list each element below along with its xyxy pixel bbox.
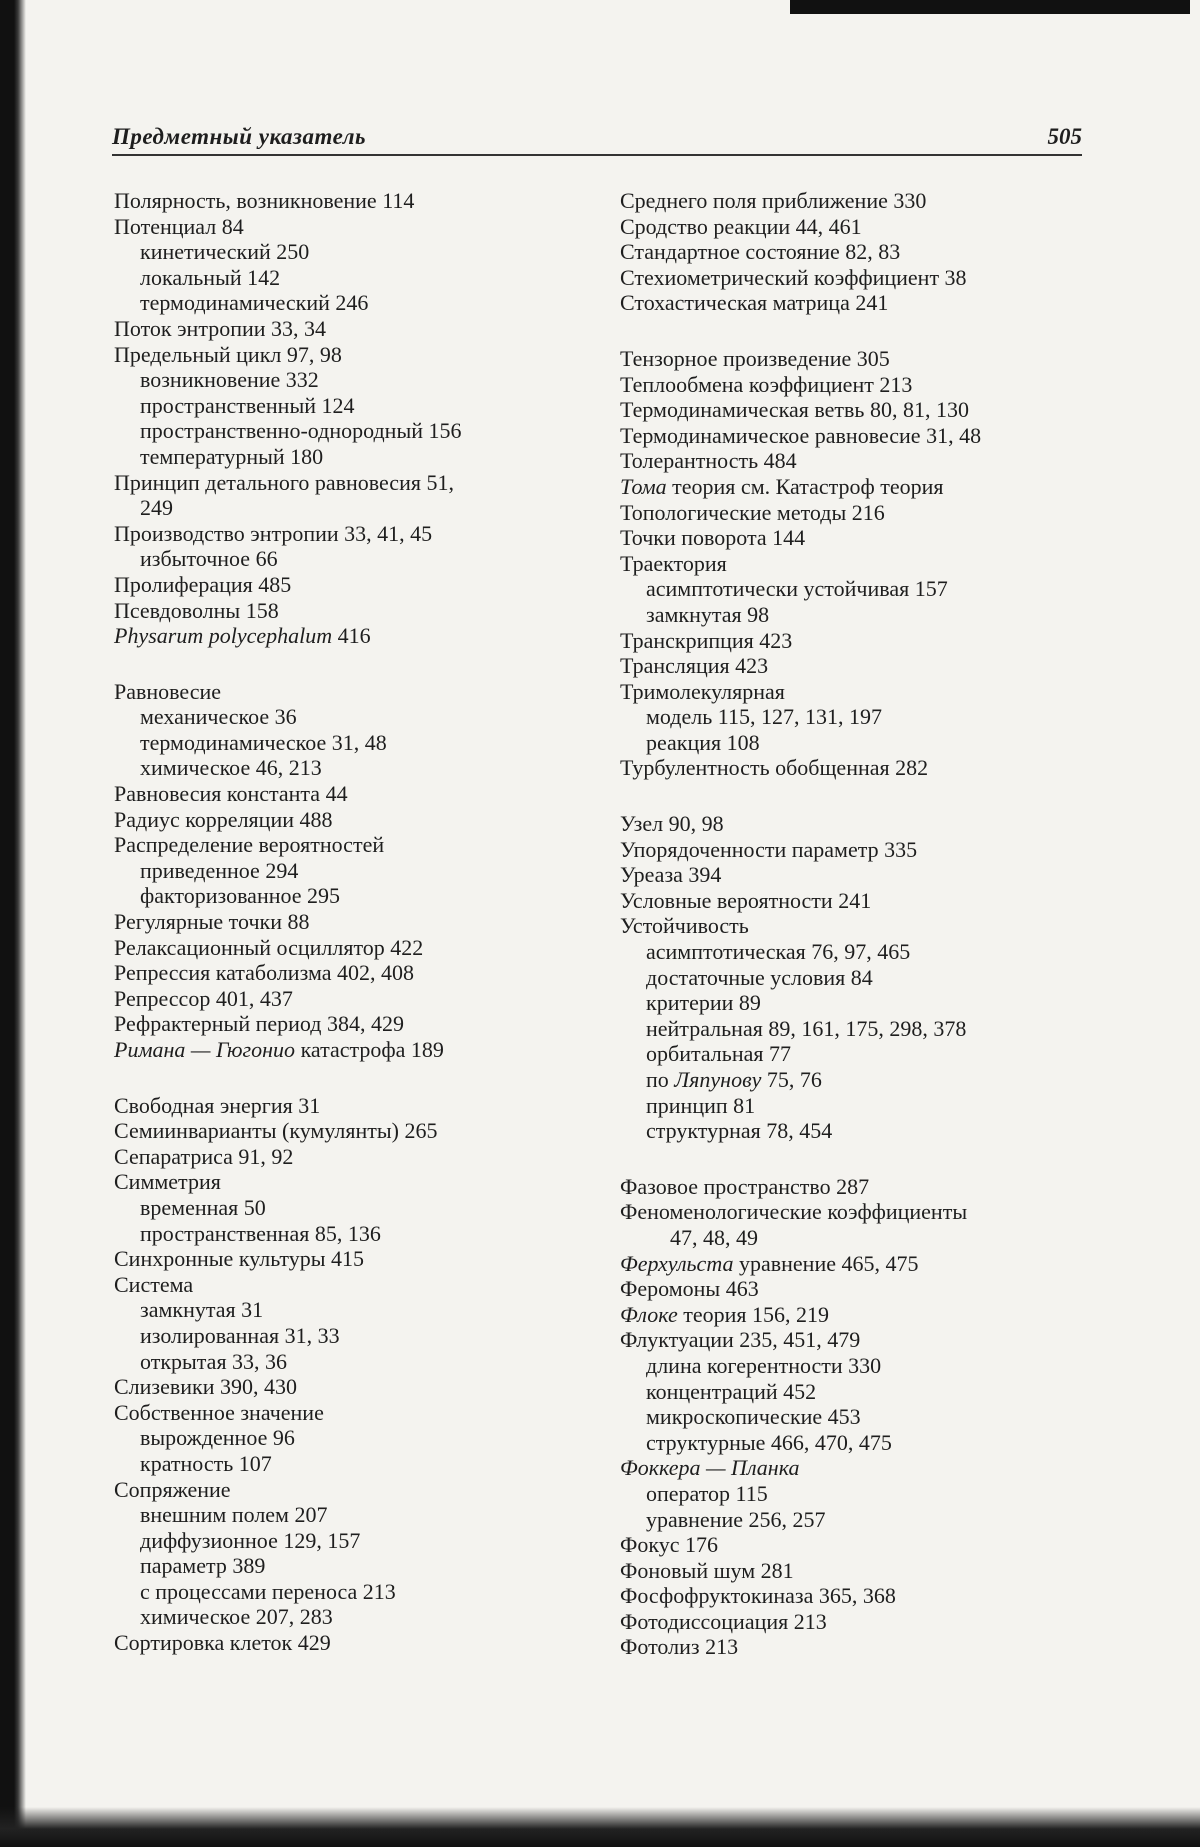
- index-entry: Трансляция 423: [620, 653, 769, 679]
- index-entry: Топологические методы 216: [620, 499, 885, 525]
- index-subentry: длина когерентности 330: [646, 1352, 882, 1378]
- index-entry: Равновесия константа 44: [114, 781, 348, 807]
- page-header: [112, 118, 1082, 158]
- index-subentry: структурные 466, 470, 475: [646, 1429, 892, 1455]
- index-subentry: избыточное 66: [140, 546, 278, 572]
- index-entry: Репрессор 401, 437: [114, 985, 293, 1011]
- italic-term: Ляпунову: [674, 1067, 762, 1092]
- index-subentry: нейтральная 89, 161, 175, 298, 378: [646, 1015, 967, 1041]
- index-subentry: микроскопические 453: [646, 1404, 861, 1430]
- letter-group-gap: [620, 1144, 1090, 1174]
- index-entry: Репрессия катаболизма 402, 408: [114, 960, 414, 986]
- index-subentry: химическое 46, 213: [140, 755, 322, 781]
- index-subentry: открытая 33, 36: [140, 1348, 288, 1374]
- index-entry: Предельный цикл 97, 98: [114, 341, 342, 367]
- italic-term: Флоке: [620, 1301, 678, 1327]
- italic-term: Ферхульста: [620, 1250, 734, 1276]
- scan-edge-top: [790, 0, 1190, 14]
- index-subentry: оператор 115: [646, 1480, 768, 1506]
- index-entry: Фокус 176: [620, 1532, 719, 1558]
- index-subentry: параметр 389: [140, 1553, 266, 1579]
- index-entry: Транскрипция 423: [620, 627, 793, 653]
- index-subentry: асимптотическая 76, 97, 465: [646, 939, 911, 965]
- index-entry: Полярность, возникновение 114: [114, 188, 415, 213]
- index-entry: Точки поворота 144: [620, 525, 806, 551]
- index-entry: Распределение вероятностей: [114, 832, 385, 858]
- italic-term: Physarum polycephalum: [114, 623, 333, 649]
- index-subentry: структурная 78, 454: [646, 1118, 833, 1144]
- index-entry: Траектория: [620, 550, 727, 576]
- index-entry: Равновесие: [114, 678, 222, 704]
- index-subentry: термодинамический 246: [140, 290, 369, 316]
- index-entry: Семиинварианты (кумулянты) 265: [114, 1118, 438, 1144]
- index-entry: Синхронные культуры 415: [114, 1246, 365, 1272]
- index-entry: Флуктуации 235, 451, 479: [620, 1327, 861, 1353]
- index-entry: Среднего поля приближение 330: [620, 188, 927, 213]
- index-subentry: вырожденное 96: [140, 1425, 295, 1451]
- index-subentry: уравнение 256, 257: [646, 1506, 826, 1532]
- index-entry: Потенциал 84: [114, 213, 244, 239]
- index-entry: Фотодиссоциация 213: [620, 1608, 827, 1634]
- index-entry: Производство энтропии 33, 41, 45: [114, 520, 433, 546]
- index-entry: Псевдоволны 158: [114, 597, 279, 623]
- index-entry: Феромоны 463: [620, 1276, 759, 1302]
- index-subentry: орбитальная 77: [646, 1041, 791, 1067]
- index-entry: Сродство реакции 44, 461: [620, 213, 862, 239]
- index-subentry: пространственный 124: [140, 392, 355, 418]
- index-subentry: временная 50: [140, 1194, 266, 1220]
- letter-group-gap: [114, 1063, 584, 1093]
- index-subentry: замкнутая 98: [646, 601, 770, 627]
- index-entry: Поток энтропии 33, 34: [114, 315, 327, 341]
- index-entry: Ферхульста уравнение 465, 475: [620, 1250, 919, 1276]
- letter-group-gap: [620, 781, 1090, 811]
- index-entry: Термодинамическая ветвь 80, 81, 130: [620, 397, 969, 423]
- index-entry: Сепаратриса 91, 92: [114, 1143, 294, 1169]
- index-entry: Радиус корреляции 488: [114, 806, 333, 832]
- italic-term: Фоккера — Планка: [620, 1455, 800, 1481]
- index-subentry: пространственная 85, 136: [140, 1220, 381, 1246]
- index-entry: Теплообмена коэффициент 213: [620, 371, 913, 397]
- index-entry: [620, 1455, 1090, 1481]
- index-subentry: по Ляпунову 75, 76: [646, 1067, 822, 1092]
- header-rule: [112, 154, 1082, 156]
- index-entry: Римана — Гюгонио катастрофа 189: [114, 1037, 444, 1062]
- index-entry: Стандартное состояние 82, 83: [620, 239, 901, 265]
- index-entry: Пролиферация 485: [114, 571, 292, 597]
- index-subentry: факторизованное 295: [140, 883, 341, 909]
- index-entry: Стохастическая матрица 241: [620, 290, 889, 316]
- index-subentry: принцип 81: [646, 1092, 756, 1118]
- index-subentry: модель 115, 127, 131, 197: [646, 704, 882, 730]
- index-column-right: [620, 188, 1090, 1660]
- index-entry: Собственное значение: [114, 1399, 324, 1425]
- index-entry: Феноменологические коэффициенты: [620, 1199, 968, 1225]
- index-entry: Сопряжение: [114, 1476, 231, 1502]
- index-subentry: диффузионное 129, 157: [140, 1527, 361, 1553]
- index-entry: Фотолиз 213: [620, 1634, 739, 1660]
- index-subentry: достаточные условия 84: [646, 964, 873, 990]
- index-subentry: замкнутая 31: [140, 1297, 264, 1323]
- index-subentry: внешним полем 207: [140, 1502, 328, 1528]
- index-subentry: 249: [140, 495, 173, 521]
- index-subentry: концентраций 452: [646, 1378, 817, 1404]
- index-subentry: с процессами переноса 213: [140, 1578, 396, 1604]
- index-entry: Толерантность 484: [620, 448, 797, 474]
- index-entry: Упорядоченности параметр 335: [620, 836, 918, 862]
- index-entry: Слизевики 390, 430: [114, 1374, 298, 1400]
- scan-edge-left: [0, 0, 26, 1847]
- index-entry: Регулярные точки 88: [114, 909, 310, 935]
- index-entry: Фазовое пространство 287: [620, 1173, 870, 1199]
- index-subentry: пространственно-однородный 156: [140, 418, 462, 444]
- index-entry: Термодинамическое равновесие 31, 48: [620, 422, 982, 448]
- index-subentry: реакция 108: [646, 729, 760, 755]
- index-entry: Рефрактерный период 384, 429: [114, 1011, 404, 1037]
- index-entry: Принцип детального равновесия 51,: [114, 469, 454, 495]
- index-subentry: приведенное 294: [140, 857, 299, 883]
- index-entry: Physarum polycephalum 416: [114, 623, 371, 649]
- index-entry: Тома теория см. Катастроф теория: [620, 473, 944, 499]
- index-entry: Уреаза 394: [620, 862, 722, 888]
- index-entry: Релаксационный осциллятор 422: [114, 934, 424, 960]
- italic-term: Римана — Гюгонио: [114, 1037, 296, 1062]
- index-subentry: 47, 48, 49: [670, 1224, 758, 1250]
- italic-term: Тома: [620, 473, 667, 499]
- index-subentry: химическое 207, 283: [140, 1604, 333, 1630]
- index-subentry: кинетический 250: [140, 239, 310, 265]
- index-entry: Фосфофруктокиназа 365, 368: [620, 1583, 896, 1609]
- index-subentry: асимптотически устойчивая 157: [646, 576, 948, 602]
- index-entry: Сортировка клеток 429: [114, 1630, 331, 1656]
- index-entry: Фоновый шум 281: [620, 1557, 794, 1583]
- index-entry: Устойчивость: [620, 913, 749, 939]
- index-column-left: [114, 188, 584, 1656]
- scan-edge-bottom: [0, 1807, 1200, 1847]
- index-subentry: механическое 36: [140, 704, 297, 730]
- index-subentry: критерии 89: [646, 990, 761, 1016]
- index-entry: Флоке теория 156, 219: [620, 1301, 830, 1327]
- index-subentry: локальный 142: [140, 264, 281, 290]
- index-entry: Тензорное произведение 305: [620, 345, 890, 371]
- page-number: 505: [1047, 124, 1082, 149]
- index-entry: Система: [114, 1271, 194, 1297]
- index-entry: Турбулентность обобщенная 282: [620, 755, 929, 781]
- letter-group-gap: [620, 316, 1090, 346]
- letter-group-gap: [114, 649, 584, 679]
- running-head: Предметный указатель: [112, 124, 367, 149]
- index-subentry: термодинамическое 31, 48: [140, 729, 387, 755]
- index-entry: Узел 90, 98: [620, 811, 724, 837]
- index-subentry: кратность 107: [140, 1450, 272, 1476]
- index-entry: Условные вероятности 241: [620, 887, 872, 913]
- index-entry: Симметрия: [114, 1169, 221, 1195]
- index-subentry: возникновение 332: [140, 367, 319, 393]
- index-entry: Тримолекулярная: [620, 678, 785, 704]
- index-entry: Стехиометрический коэффициент 38: [620, 264, 967, 290]
- index-entry: Свободная энергия 31: [114, 1092, 321, 1118]
- index-subentry: изолированная 31, 33: [140, 1322, 340, 1348]
- index-subentry: температурный 180: [140, 443, 324, 469]
